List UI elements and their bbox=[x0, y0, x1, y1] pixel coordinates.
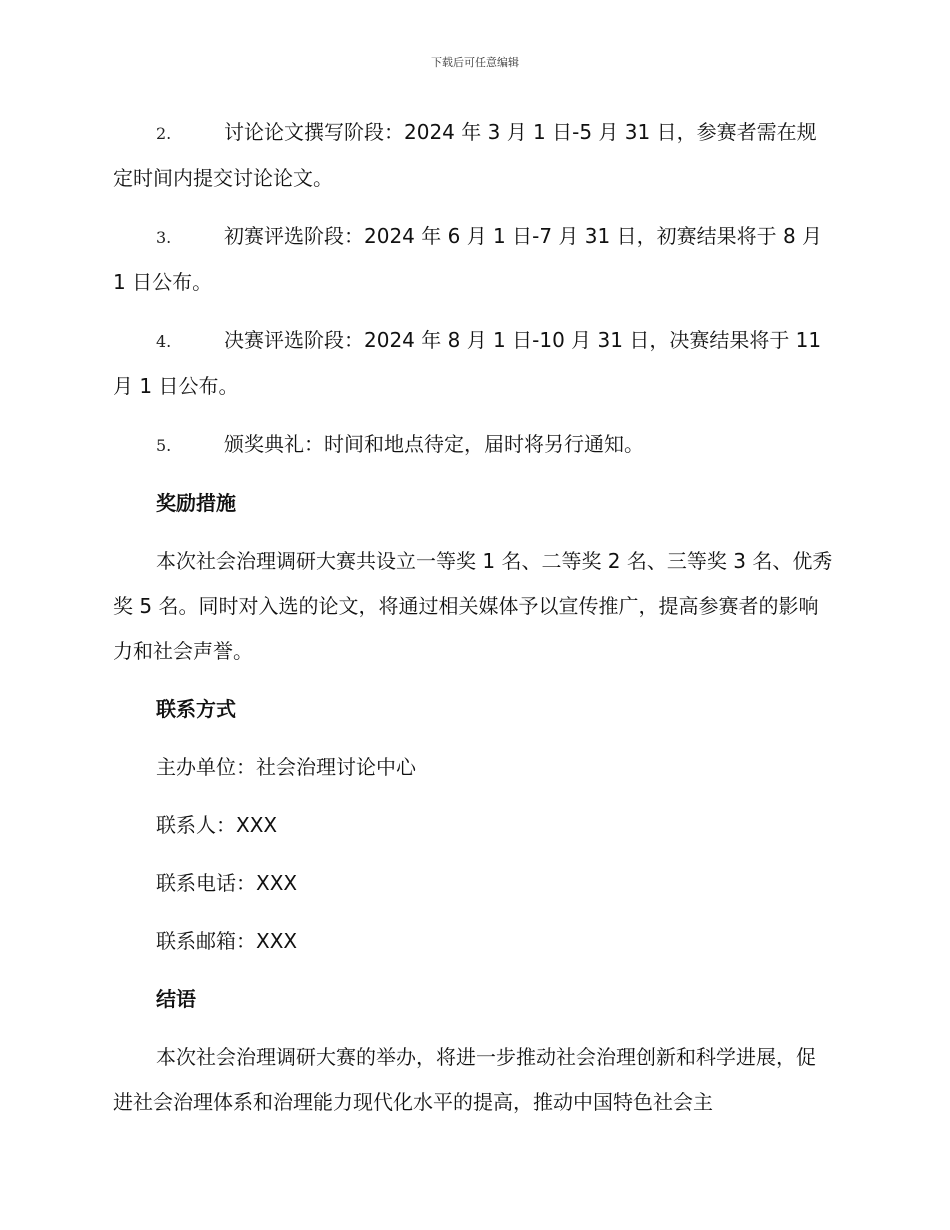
list-number: 5. bbox=[156, 436, 172, 455]
list-item-2 bbox=[113, 110, 833, 201]
header-note: 下载后可任意编辑 bbox=[431, 56, 519, 69]
contact-email: 联系邮箱：XXX bbox=[156, 929, 298, 953]
list-text: 讨论论文撰写阶段：2024 年 3 月 1 日-5 月 31 日，参赛者需在规定时间内提交讨论论文。 bbox=[113, 120, 817, 190]
contact-phone: 联系电话：XXX bbox=[156, 871, 298, 895]
contact-person: 联系人：XXX bbox=[156, 813, 278, 837]
conclusion-heading: 结语 bbox=[156, 987, 196, 1011]
list-item-3 bbox=[113, 214, 833, 305]
list-number: 2. bbox=[156, 124, 172, 143]
rewards-heading: 奖励措施 bbox=[156, 491, 236, 515]
list-text: 决赛评选阶段：2024 年 8 月 1 日-10 月 31 日，决赛结果将于 11 月 1 日公布。 bbox=[113, 328, 822, 398]
contact-heading: 联系方式 bbox=[156, 697, 236, 721]
list-text: 颁奖典礼：时间和地点待定，届时将另行通知。 bbox=[224, 432, 644, 456]
contact-organizer: 主办单位：社会治理讨论中心 bbox=[156, 755, 416, 779]
list-text: 初赛评选阶段：2024 年 6 月 1 日-7 月 31 日，初赛结果将于 8 月 1 日公布。 bbox=[113, 224, 823, 294]
list-number: 3. bbox=[156, 228, 172, 247]
rewards-paragraph: 本次社会治理调研大赛共设立一等奖 1 名、二等奖 2 名、三等奖 3 名、优秀奖 5 名。同时对入选的论文，将通过相关媒体予以宣传推广，提高参赛者的影响力和社会声誉。 bbox=[113, 549, 833, 663]
list-item-4 bbox=[113, 318, 833, 409]
document-body bbox=[113, 110, 833, 1138]
list-number: 4. bbox=[156, 332, 172, 351]
list-item-5 bbox=[113, 422, 833, 468]
conclusion-paragraph: 本次社会治理调研大赛的举办，将进一步推动社会治理创新和科学进展，促进社会治理体系和治理能力现代化水平的提高，推动中国特色社会主 bbox=[113, 1045, 816, 1114]
